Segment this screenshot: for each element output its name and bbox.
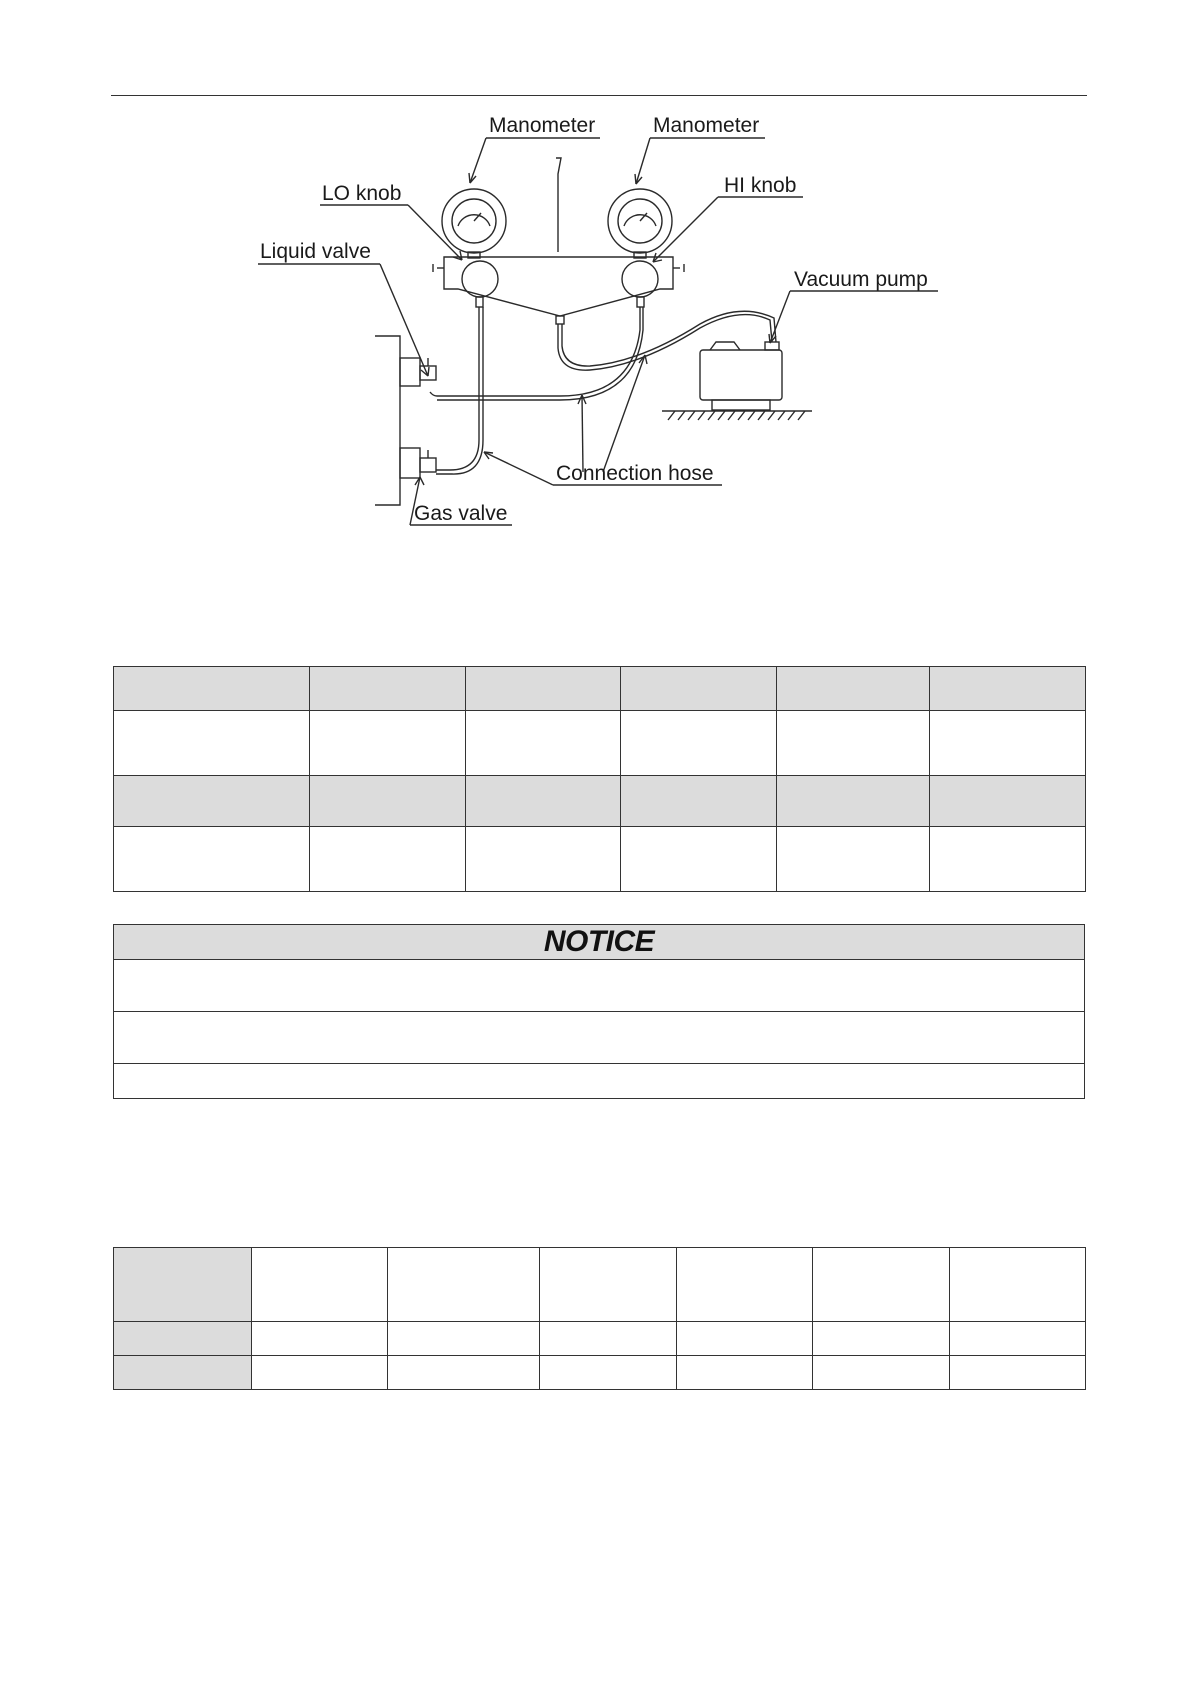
hanger-line [556, 158, 561, 252]
table-cell [621, 711, 777, 776]
notice-item-text [114, 1064, 1085, 1099]
table-row [114, 1356, 1086, 1390]
table-cell [466, 667, 621, 711]
table-cell [950, 1322, 1086, 1356]
table-cell [466, 776, 621, 827]
table-cell [813, 1248, 950, 1322]
label-manometer-left: Manometer [489, 114, 596, 137]
notice-item-text [114, 1012, 1085, 1064]
table-cell [540, 1248, 677, 1322]
data-table-2 [113, 1247, 1086, 1390]
table-row [114, 1322, 1086, 1356]
label-connection-hose: Connection hose [556, 462, 714, 485]
table-cell [252, 1356, 388, 1390]
table-cell [621, 667, 777, 711]
table-cell [950, 1356, 1086, 1390]
table-cell [466, 827, 621, 892]
table-cell [930, 827, 1086, 892]
table-row [114, 711, 1086, 776]
table-row [114, 827, 1086, 892]
table-cell [388, 1322, 540, 1356]
notice-box [113, 924, 1085, 1099]
notice-item [114, 1064, 1085, 1099]
data-table-1 [113, 666, 1086, 892]
table-cell [930, 667, 1086, 711]
table-cell [777, 667, 930, 711]
table-cell [777, 827, 930, 892]
table-cell [930, 776, 1086, 827]
table-cell [813, 1322, 950, 1356]
table-cell [621, 776, 777, 827]
table-cell [388, 1248, 540, 1322]
notice-item-text [114, 960, 1085, 1012]
table-row [114, 667, 1086, 711]
label-liquid-valve: Liquid valve [260, 240, 371, 263]
label-gas-valve: Gas valve [414, 502, 508, 525]
notice-header-row [114, 925, 1085, 960]
table-cell [777, 776, 930, 827]
table-cell [677, 1248, 813, 1322]
table-row [114, 776, 1086, 827]
table-row [114, 1248, 1086, 1322]
table-cell [388, 1356, 540, 1390]
notice-item [114, 1012, 1085, 1064]
table-cell [777, 711, 930, 776]
table-cell [677, 1356, 813, 1390]
table-cell [114, 1248, 252, 1322]
manometer-left [442, 189, 506, 258]
outdoor-unit-wall [375, 336, 436, 505]
vacuum-pump-device [662, 342, 812, 420]
notice-item [114, 960, 1085, 1012]
table-cell [252, 1248, 388, 1322]
table-cell [114, 827, 310, 892]
table-cell [114, 1322, 252, 1356]
table-cell [540, 1356, 677, 1390]
table-cell [466, 711, 621, 776]
table-cell [114, 667, 310, 711]
table-cell [950, 1248, 1086, 1322]
manometer-right [608, 189, 672, 258]
table-cell [252, 1322, 388, 1356]
table-cell [114, 711, 310, 776]
vacuum-connection-diagram [0, 0, 1191, 560]
table-cell [621, 827, 777, 892]
label-hi-knob: HI knob [724, 174, 797, 197]
label-manometer-right: Manometer [653, 114, 760, 137]
label-vacuum-pump: Vacuum pump [794, 268, 928, 291]
label-lo-knob: LO knob [322, 182, 402, 205]
table-cell [310, 776, 466, 827]
table-cell [930, 711, 1086, 776]
table-cell [114, 1356, 252, 1390]
table-cell [114, 776, 310, 827]
notice-title: NOTICE [114, 925, 1085, 960]
table-cell [677, 1322, 813, 1356]
connection-hoses [430, 307, 776, 474]
table-cell [310, 827, 466, 892]
table-cell [813, 1356, 950, 1390]
table-cell [310, 711, 466, 776]
table-cell [310, 667, 466, 711]
manifold-body [433, 257, 684, 324]
table-cell [540, 1322, 677, 1356]
